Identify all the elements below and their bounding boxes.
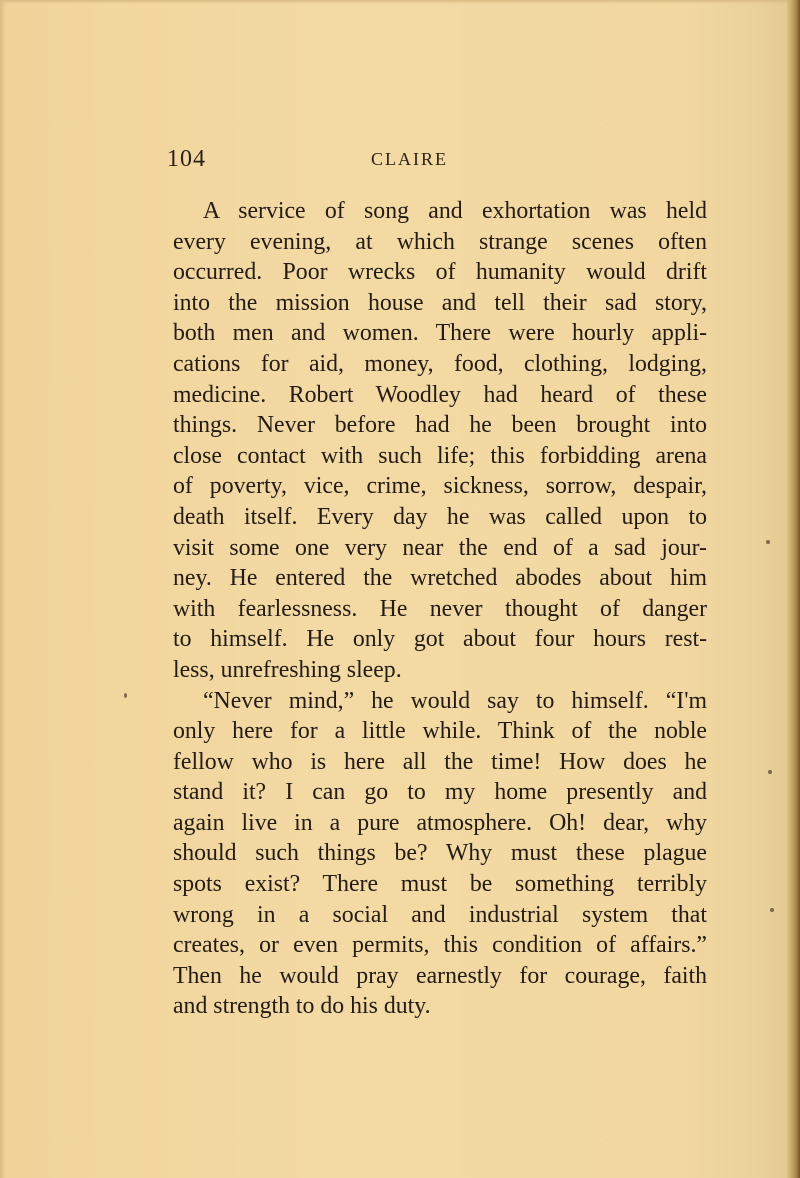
text-line: occurred. Poor wrecks of humanity would drift <box>173 259 707 286</box>
page-number: 104 <box>167 146 206 172</box>
paper-speck <box>768 770 772 774</box>
text-line: A service of song and exhortation was held <box>203 198 707 224</box>
text-line: stand it? I can go to my home presently and <box>173 779 707 806</box>
text-line: cations for aid, money, food, clothing, lodging, <box>173 350 707 377</box>
text-line: to himself. He only got about four hours rest- <box>173 626 707 653</box>
text-line: medicine. Robert Woodley had heard of these <box>173 381 707 408</box>
text-line: close contact with such life; this forbidding arena <box>173 442 707 469</box>
text-line: with fearlessness. He never thought of danger <box>173 595 707 622</box>
text-line: into the mission house and tell their sad story, <box>173 289 707 316</box>
text-line: both men and women. There were hourly appli- <box>173 320 707 347</box>
text-line: death itself. Every day he was called upon to <box>173 503 707 530</box>
text-line: of poverty, vice, crime, sickness, sorrow, despair, <box>173 473 707 500</box>
text-line: every evening, at which strange scenes often <box>173 228 707 255</box>
running-title: CLAIRE <box>371 149 448 169</box>
paper-speck <box>124 693 127 698</box>
page-left-edge-shadow <box>0 0 6 1178</box>
text-line: again live in a pure atmosphere. Oh! dear, why <box>173 809 707 836</box>
text-line: creates, or even permits, this condition of affairs.” <box>173 932 707 959</box>
text-line: things. Never before had he been brought into <box>173 412 707 439</box>
text-line: “Never mind,” he would say to himself. “I'm <box>203 687 707 714</box>
text-line: spots exist? There must be something terribly <box>173 871 707 898</box>
paper-speck <box>766 540 770 544</box>
binding-gutter <box>786 0 800 1178</box>
text-line: less, unrefreshing sleep. <box>173 656 402 683</box>
text-line: only here for a little while. Think of the noble <box>173 718 707 745</box>
text-line: wrong in a social and industrial system that <box>173 901 707 928</box>
text-line: should such things be? Why must these plague <box>173 840 707 867</box>
text-line: Then he would pray earnestly for courage, faith <box>173 962 707 989</box>
text-line: fellow who is here all the time! How does he <box>173 748 707 775</box>
paper-speck <box>770 908 774 912</box>
text-line: and strength to do his duty. <box>173 993 431 1020</box>
text-line: visit some one very near the end of a sad jour- <box>173 534 707 561</box>
body-text <box>173 196 707 1022</box>
running-head <box>167 146 567 174</box>
text-line: ney. He entered the wretched abodes about him <box>173 565 707 592</box>
page-top-edge-shadow <box>0 0 800 4</box>
